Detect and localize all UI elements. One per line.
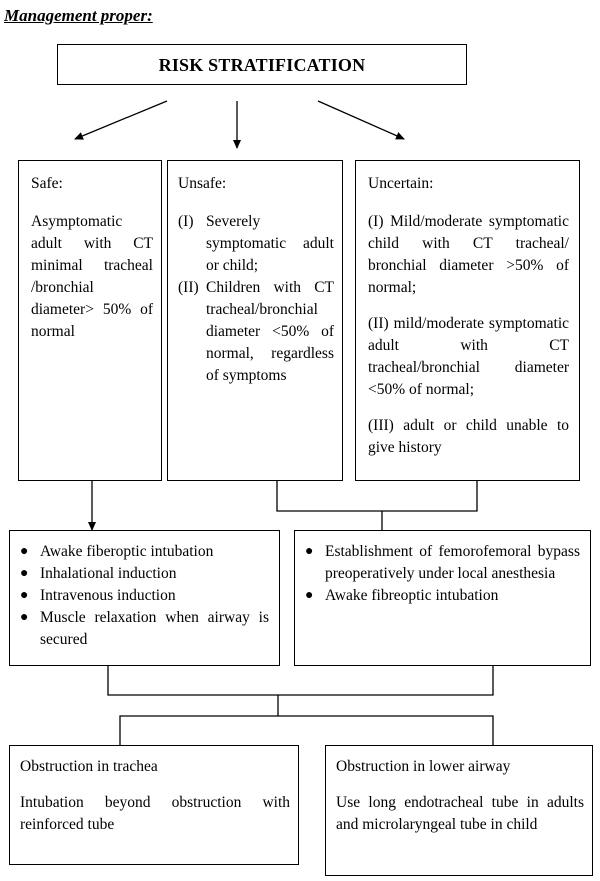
section-heading: Management proper: [4, 6, 153, 25]
lower-airway-title: Obstruction in lower airway [336, 758, 511, 775]
uncertain-title: Uncertain: [368, 175, 434, 192]
right-options-box [294, 530, 591, 666]
bullet-icon: ● [305, 544, 314, 559]
left-option-text: Awake fiberoptic intubation [40, 543, 214, 560]
safe-body: Asymptomatic adult with CT minimal tracheal /bronchial diameter> 50% of normal [31, 213, 153, 340]
bullet-icon: ● [20, 610, 29, 625]
unsafe-box [167, 160, 343, 481]
left-option [18, 563, 269, 585]
right-option [303, 541, 580, 585]
unsafe-item [178, 211, 334, 277]
unsafe-item-text: Children with CT tracheal/bronchial diameter <50% of normal, regardless of symptoms [206, 279, 334, 384]
left-option-text: Muscle relaxation when airway is secured [40, 609, 269, 648]
unsafe-item [178, 277, 334, 387]
uncertain-item: (I) Mild/moderate symptomatic child with CT tracheal/ bronchial diameter >50% of normal; [368, 213, 569, 296]
connector-bottom-boxes [120, 716, 493, 745]
left-option [18, 607, 269, 651]
right-option-text: Awake fibreoptic intubation [325, 587, 499, 604]
left-option [18, 585, 269, 607]
bullet-icon: ● [20, 544, 29, 559]
uncertain-item: (II) mild/moderate symptomatic adult with CT tracheal/bronchial diameter <50% of normal; [368, 315, 569, 398]
unsafe-title: Unsafe: [178, 175, 227, 192]
uncertain-item: (III) adult or child unable to give history [368, 417, 569, 456]
uncertain-box [355, 160, 580, 481]
bullet-icon: ● [20, 588, 29, 603]
trachea-box [9, 745, 299, 865]
unsafe-item-number: (II) [178, 279, 199, 296]
unsafe-item-number: (I) [178, 213, 194, 230]
arrow-to-safe [75, 101, 167, 139]
arrow-to-uncertain [318, 101, 404, 139]
trachea-title: Obstruction in trachea [20, 758, 158, 775]
risk-stratification-box [57, 44, 467, 85]
left-option-text: Intravenous induction [40, 587, 176, 604]
bullet-icon: ● [305, 588, 314, 603]
right-option [303, 585, 580, 607]
risk-stratification-title: RISK STRATIFICATION [158, 54, 366, 75]
left-options-box [9, 530, 280, 666]
connector-mid-boxes [108, 666, 493, 695]
lower-airway-body: Use long endotracheal tube in adults and microlaryngeal tube in child [336, 794, 584, 833]
trachea-body: Intubation beyond obstruction with reinforced tube [20, 794, 290, 833]
left-option [18, 541, 269, 563]
safe-box [18, 160, 162, 481]
right-option-text: Establishment of femorofemoral bypass preoperatively under local anesthesia [325, 543, 580, 582]
bullet-icon: ● [20, 566, 29, 581]
safe-title: Safe: [31, 175, 63, 192]
unsafe-item-text: Severely symptomatic adult or child; [206, 213, 334, 274]
left-option-text: Inhalational induction [40, 565, 177, 582]
connector-unsafe-uncertain [277, 481, 477, 511]
lower-airway-box [325, 745, 593, 876]
